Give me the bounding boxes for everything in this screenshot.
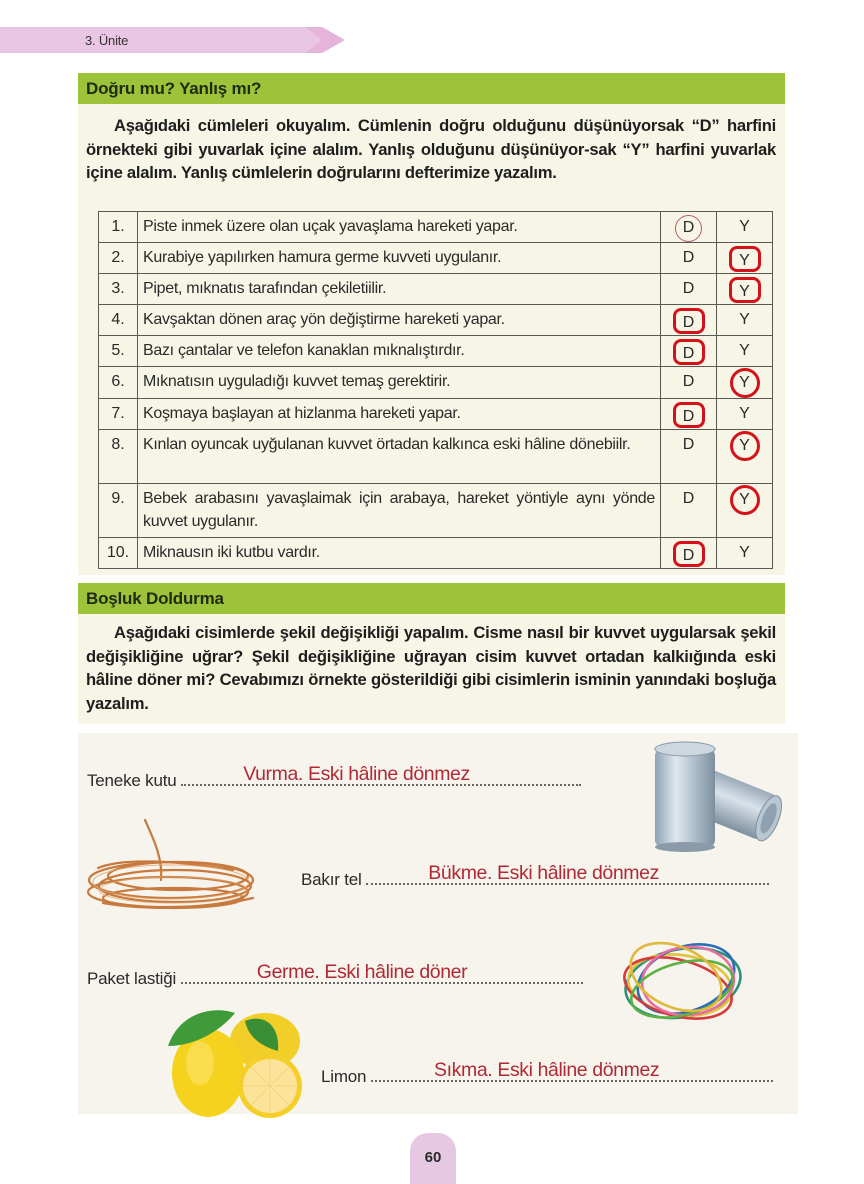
item-label: Bakır tel (301, 870, 362, 889)
answer-blank[interactable] (371, 1059, 773, 1082)
true-option-selected[interactable]: D (675, 215, 702, 242)
row-number: 7. (99, 399, 138, 430)
answer-text: Vurma. Eski hâline dönmez (243, 763, 470, 785)
true-cell[interactable] (661, 484, 717, 538)
row-number: 4. (99, 305, 138, 336)
row-number: 3. (99, 274, 138, 305)
true-cell[interactable] (661, 212, 717, 243)
banner-arrow-shape (0, 27, 345, 53)
row-number: 10. (99, 538, 138, 569)
false-cell[interactable] (717, 212, 773, 243)
table-row (99, 367, 773, 399)
row-number: 8. (99, 430, 138, 484)
true-option-selected[interactable]: D (673, 541, 705, 567)
answer-blank[interactable] (181, 961, 583, 984)
true-cell[interactable] (661, 274, 717, 305)
false-cell[interactable] (717, 243, 773, 274)
false-cell[interactable] (717, 305, 773, 336)
unit-label: 3. Ünite (85, 33, 129, 48)
row-number: 5. (99, 336, 138, 367)
false-option-selected[interactable]: Y (730, 368, 760, 398)
section-title: Boşluk Doldurma (86, 589, 224, 608)
item-label: Limon (321, 1067, 367, 1086)
true-option-selected[interactable]: D (673, 402, 705, 428)
table-row (99, 430, 773, 484)
table-row (99, 336, 773, 367)
tin-cans-image (623, 735, 783, 855)
false-option-selected[interactable]: Y (730, 485, 760, 515)
instructions-text: Aşağıdaki cümleleri okuyalım. Cümlenin doğru olduğunu düşünüyorsak “D” harfini örnekteki gibi yuvarlak içine alalım. Yanlış olduğunu düşünüyor-sak “Y” harfini yuvarlak içine alalım. Yanlış cümlelerin doğrularını defterimize yazalım. (86, 116, 776, 182)
section-title: Doğru mu? Yanlış mı? (86, 79, 262, 98)
table-row (99, 399, 773, 430)
false-option-selected[interactable]: Y (730, 431, 760, 461)
false-cell[interactable] (717, 336, 773, 367)
table-row (99, 538, 773, 569)
fill-row-tin-can (87, 763, 581, 791)
row-number: 9. (99, 484, 138, 538)
true-option[interactable]: D (682, 373, 695, 390)
fill-row-copper-wire (301, 862, 769, 890)
answer-blank[interactable] (181, 763, 581, 786)
false-cell[interactable] (717, 274, 773, 305)
fill-row-lemon (321, 1059, 773, 1087)
false-cell[interactable] (717, 538, 773, 569)
statement-text: Bazı çantalar ve telefon kanaklan mıknalıştırdır. (138, 336, 661, 367)
instructions-text: Aşağıdaki cisimlerde şekil değişikliği yapalım. Cisme nasıl bir kuvvet uygularsak şekil değişikliğine uğrar? Şekil değişikliğine uğrayan cisim kuvvet ortadan kalkiığında eski hâline döner mi? Cevabımızı örnekte gösterildiği gibi cisimlerin isminin yanındaki boşluğa yazalım. (86, 623, 776, 713)
false-option[interactable]: Y (739, 405, 750, 422)
table-row (99, 305, 773, 336)
true-cell[interactable] (661, 305, 717, 336)
false-option[interactable]: Y (739, 218, 750, 235)
unit-banner (0, 27, 345, 53)
fill-blank-section (78, 583, 785, 724)
row-number: 6. (99, 367, 138, 399)
statement-text: Kurabiye yapılırken hamura germe kuvveti uygulanır. (138, 243, 661, 274)
page-number-tab (410, 1133, 456, 1184)
false-option[interactable]: Y (739, 342, 750, 359)
true-option[interactable]: D (682, 280, 695, 297)
true-cell[interactable] (661, 538, 717, 569)
false-option-selected[interactable]: Y (729, 246, 761, 272)
false-cell[interactable] (717, 430, 773, 484)
table-row (99, 243, 773, 274)
true-option-selected[interactable]: D (673, 339, 705, 365)
statement-text: Miknausın iki kutbu vardır. (138, 538, 661, 569)
statement-text: Piste inmek üzere olan uçak yavaşlama hareketi yapar. (138, 212, 661, 243)
false-cell[interactable] (717, 399, 773, 430)
false-cell[interactable] (717, 484, 773, 538)
statement-text: Bebek arabasını yavaşlaimak için arabaya, hareket yöntiyle aynı yönde kuvvet uygulanır. (138, 484, 661, 538)
true-cell[interactable] (661, 367, 717, 399)
true-option[interactable]: D (682, 490, 695, 507)
page-number: 60 (424, 1149, 442, 1166)
table-row (99, 484, 773, 538)
statement-text: Mıknatısın uyguladığı kuvvet temaş gerektirir. (138, 367, 661, 399)
section-header (78, 73, 785, 104)
row-number: 2. (99, 243, 138, 274)
copper-wire-image (83, 818, 263, 913)
table-row (99, 212, 773, 243)
section-header (78, 583, 785, 614)
false-cell[interactable] (717, 367, 773, 399)
statement-text: Kavşaktan dönen araç yön değiştirme hareketi yapar. (138, 305, 661, 336)
answer-blank[interactable] (366, 862, 769, 885)
answer-text: Bükme. Eski hâline dönmez (428, 862, 659, 884)
true-cell[interactable] (661, 430, 717, 484)
rubber-bands-image (618, 933, 748, 1033)
answer-text: Germe. Eski hâline döner (256, 961, 468, 983)
fill-row-rubber-band (87, 961, 583, 989)
true-option[interactable]: D (682, 249, 695, 266)
picture-exercise-panel (78, 733, 798, 1114)
false-option[interactable]: Y (739, 311, 750, 328)
true-option[interactable]: D (682, 436, 695, 453)
statement-text: Koşmaya başlayan at hizlanma hareketi yapar. (138, 399, 661, 430)
lemons-image (160, 1001, 310, 1121)
false-option-selected[interactable]: Y (729, 277, 761, 303)
true-cell[interactable] (661, 243, 717, 274)
false-option[interactable]: Y (739, 544, 750, 561)
statement-text: Pipet, mıknatıs tarafından çekiletiilir. (138, 274, 661, 305)
true-option-selected[interactable]: D (673, 308, 705, 334)
table-row (99, 274, 773, 305)
answer-text: Sıkma. Eski hâline dönmez (434, 1059, 660, 1081)
item-label: Paket lastiği (87, 969, 177, 988)
statement-text: Kınlan oyuncak uyğulanan kuvvet örtadan kalkınca eski hâline dönebiilr. (138, 430, 661, 484)
true-false-table (98, 211, 773, 569)
row-number: 1. (99, 212, 138, 243)
item-label: Teneke kutu (87, 771, 177, 790)
true-cell[interactable] (661, 399, 717, 430)
true-false-section (78, 73, 785, 575)
true-cell[interactable] (661, 336, 717, 367)
